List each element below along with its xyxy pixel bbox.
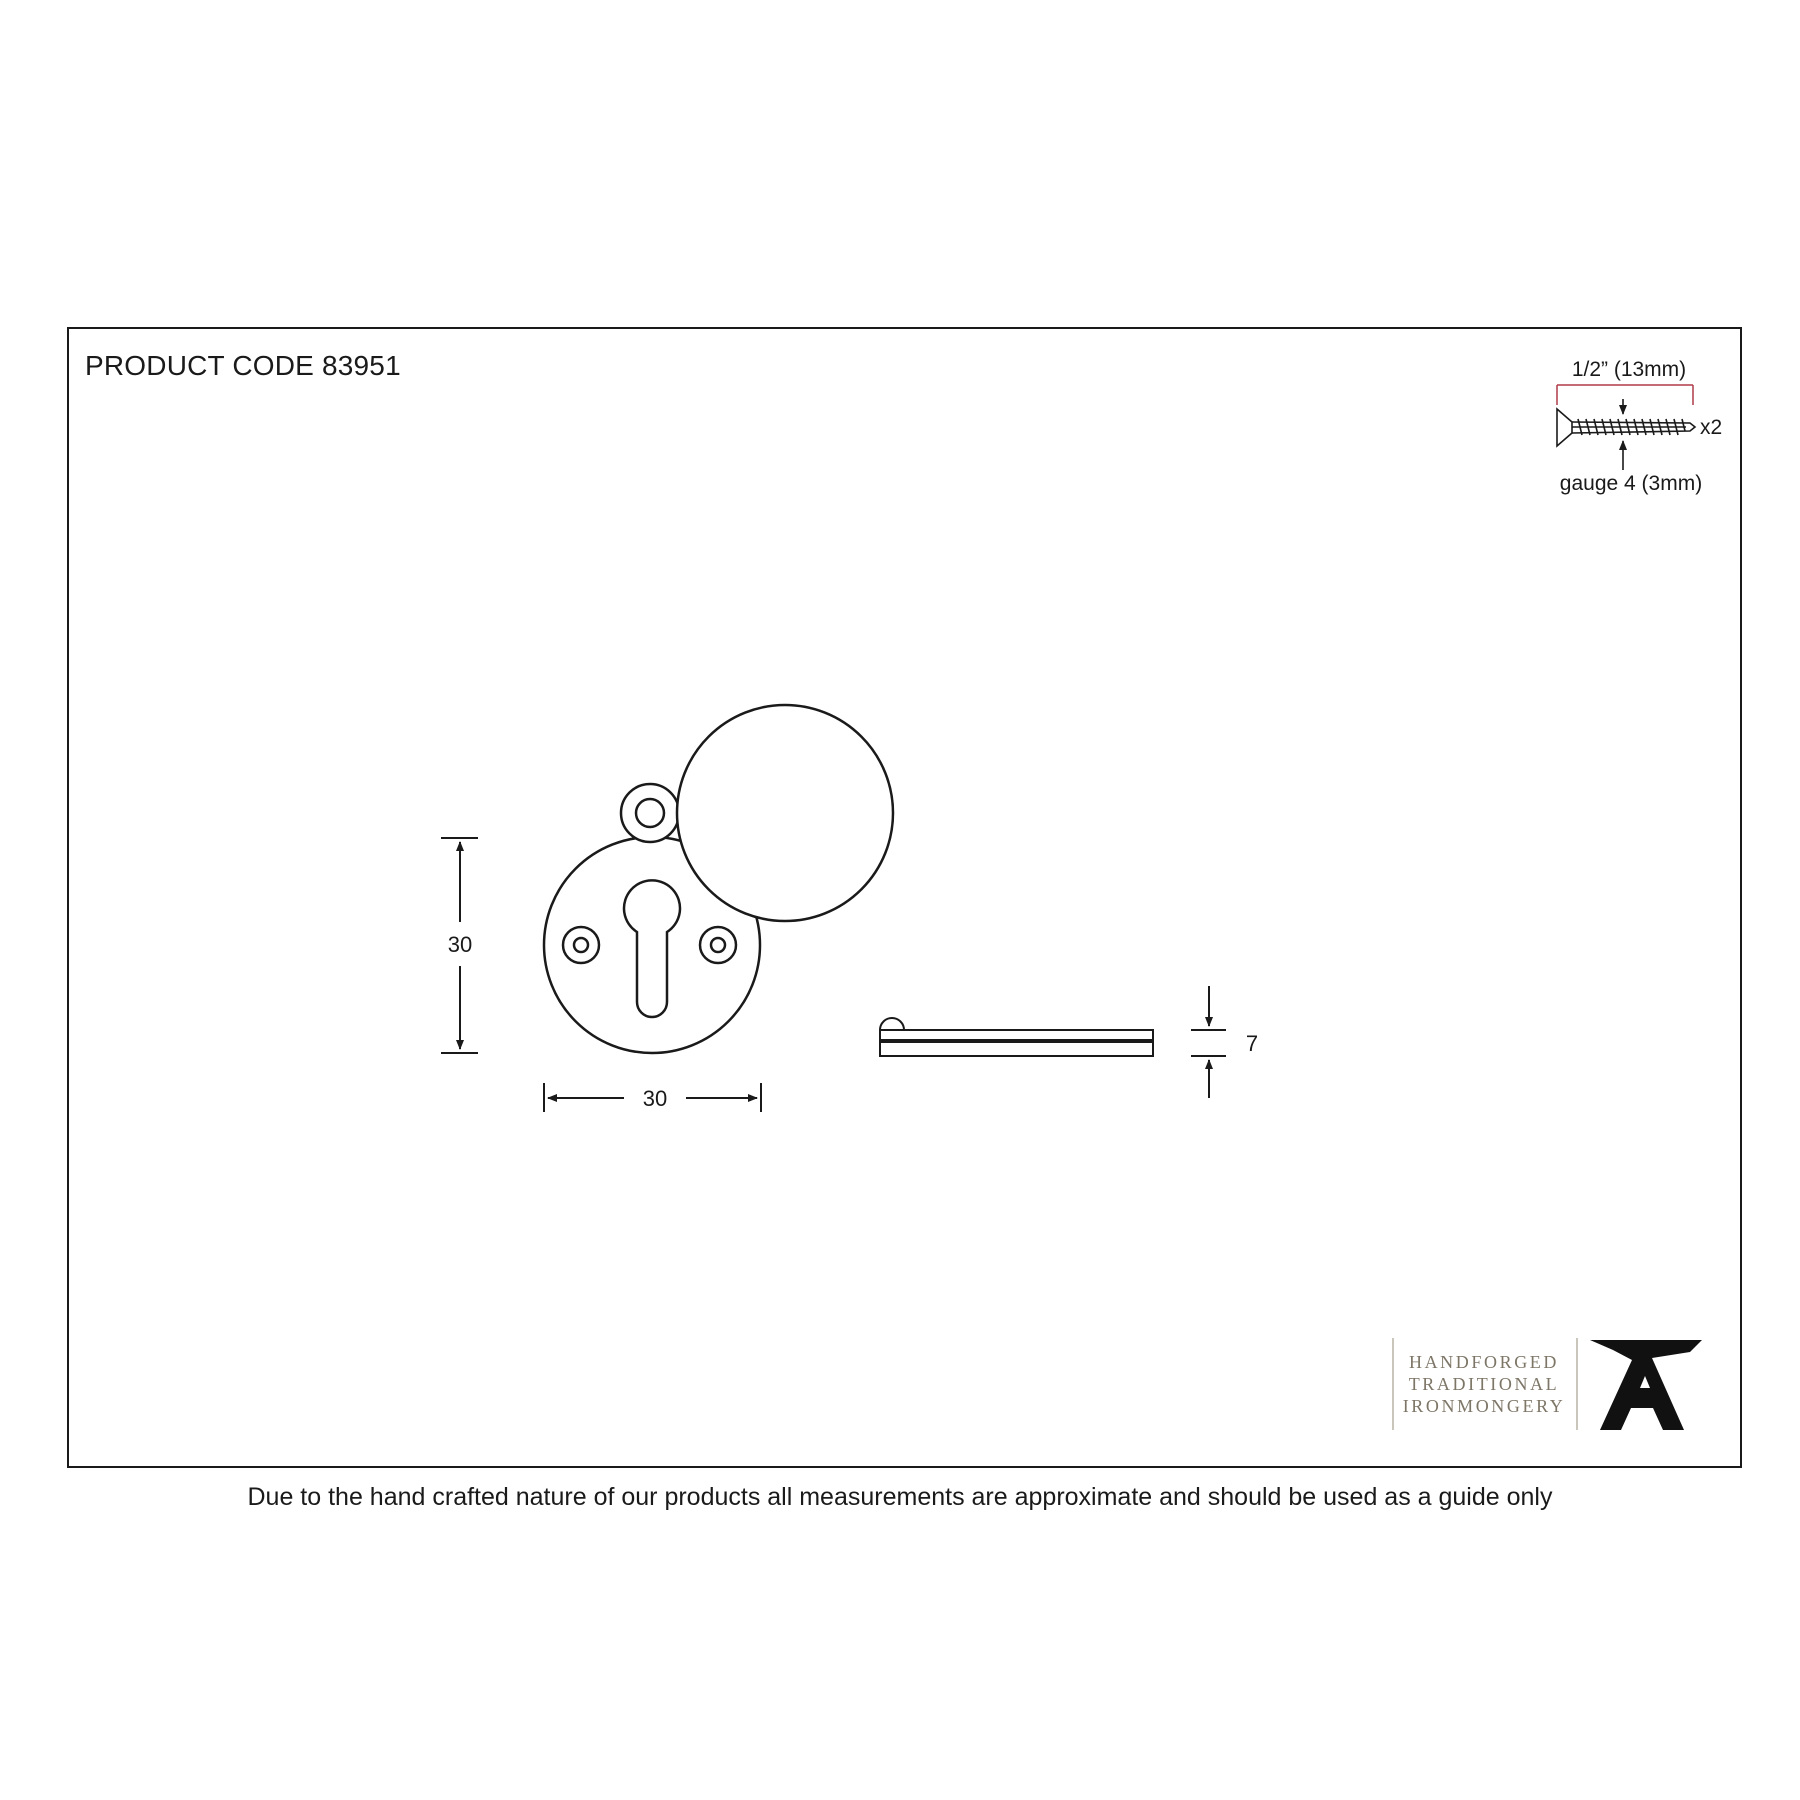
screw-length-bracket [1557,385,1693,405]
measurement-disclaimer: Due to the hand crafted nature of our products all measurements are approximate and should be used as a guide only [247,1483,1553,1511]
anvil-icon [1590,1340,1702,1430]
screw-gauge-label: gauge 4 (3mm) [1559,472,1703,495]
escutcheon-side-view [880,1018,1153,1056]
screw-hole-right-inner [711,938,725,952]
screw-hole-left-inner [574,938,588,952]
pivot-hole [636,799,664,827]
product-code: PRODUCT CODE 83951 [85,350,401,381]
brand-line-1: HANDFORGED [1408,1352,1560,1372]
screw-icon [1557,409,1695,446]
brand-line-2: TRADITIONAL [1408,1374,1560,1394]
width-label: 30 [642,1086,668,1111]
depth-label: 7 [1245,1031,1259,1056]
cover-plate [677,705,893,921]
screw-quantity-label: x2 [1700,416,1723,439]
depth-dimension [1191,986,1226,1098]
screw-length-label: 1/2” (13mm) [1571,358,1687,381]
escutcheon-front-view [544,705,893,1053]
height-label: 30 [447,932,473,957]
brand-line-3: IRONMONGERY [1402,1396,1566,1416]
